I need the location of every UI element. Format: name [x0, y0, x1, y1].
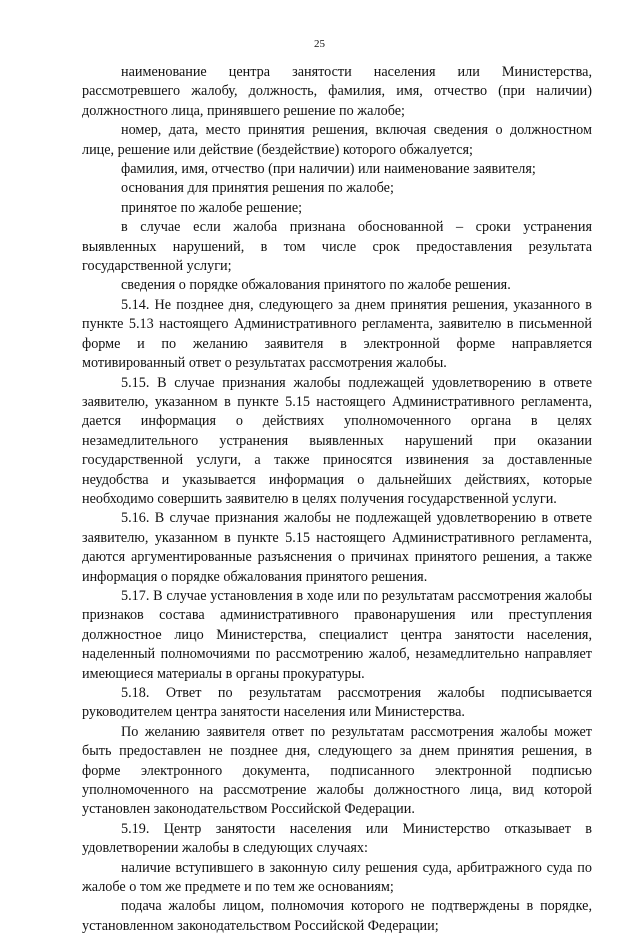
paragraph-applicant-name: фамилия, имя, отчество (при наличии) или наименование заявителя; [121, 161, 536, 178]
paragraph-section-5-15: 5.15. В случае признания жалобы подлежащей удовлетворению в ответе заявителю, указанном в пункте 5.15 настоящего Административного регламента, дается информация о действиях уполномоченного органа в целях незамедлительного устранения выявленных нарушений при оказании государственной услуги, а также приносятся извинения за доставленные неудобства и указывается информация о дальнейших действиях, которые необходимо совершить заявителю в целях получения государственной услуги. [82, 374, 592, 507]
page-number: 25 [314, 38, 325, 50]
paragraph-court-decision: наличие вступившего в законную силу решения суда, арбитражного суда по жалобе о том же предмете и по тем же основаниям; [82, 859, 592, 896]
paragraph-electronic-response: По желанию заявителя ответ по результатам рассмотрения жалобы может быть предоставлен не позднее дня, следующего за днем принятия решения, в форме электронного документа, подписанного электронной подписью уполномоченного на рассмотрение жалобы должностного лица, вид которой установлен законодательством Российской Федерации. [82, 723, 592, 818]
paragraph-section-5-17: 5.17. В случае установления в ходе или по результатам рассмотрения жалобы признаков состава административного правонарушения или преступления должностное лицо Министерства, специалист центра занятости населения, наделенный полномочиями по рассмотрению жалоб, незамедлительно направляет имеющиеся материалы в органы прокуратуры. [82, 587, 592, 682]
paragraph-remediation-terms: в случае если жалоба признана обоснованной – сроки устранения выявленных нарушений, в том числе срок предоставления результата государственной услуги; [82, 219, 592, 275]
paragraph-section-5-14: 5.14. Не позднее дня, следующего за днем принятия решения, указанного в пункте 5.13 настоящего Административного регламента, заявителю в письменной форме и по желанию заявителя в электронной форме направляется мотивированный ответ о результатах рассмотрения жалобы. [82, 296, 592, 372]
paragraph-section-5-16: 5.16. В случае признания жалобы не подлежащей удовлетворению в ответе заявителю, указанном в пункте 5.15 настоящего Административного регламента, даются аргументированные разъяснения о причинах принятого решения, а также информация о порядке обжалования принятого решения. [82, 510, 592, 585]
paragraph-decision-grounds: основания для принятия решения по жалобе; [121, 180, 394, 197]
paragraph-decision-details: номер, дата, место принятия решения, включая сведения о должностном лице, решение или действие (бездействие) которого обжалуется; [82, 122, 592, 158]
paragraph-unconfirmed-authority: подача жалобы лицом, полномочия которого не подтверждены в порядке, установленном законодательством Российской Федерации; [82, 898, 592, 934]
paragraph-appeal-procedure: сведения о порядке обжалования принятого по жалобе решения. [121, 277, 511, 294]
document-body [82, 63, 592, 936]
paragraph-complaint-reviewer: наименование центра занятости населения или Министерства, рассмотревшего жалобу, должность, фамилия, имя, отчество (при наличии) должностного лица, принявшего решение по жалобе; [82, 64, 592, 119]
paragraph-decision-taken: принятое по жалобе решение; [121, 199, 303, 216]
paragraph-section-5-19: 5.19. Центр занятости населения или Министерство отказывает в удовлетворении жалобы в следующих случаях: [82, 820, 592, 857]
paragraph-section-5-18: 5.18. Ответ по результатам рассмотрения жалобы подписывается руководителем центра занятости населения или Министерства. [82, 685, 592, 721]
